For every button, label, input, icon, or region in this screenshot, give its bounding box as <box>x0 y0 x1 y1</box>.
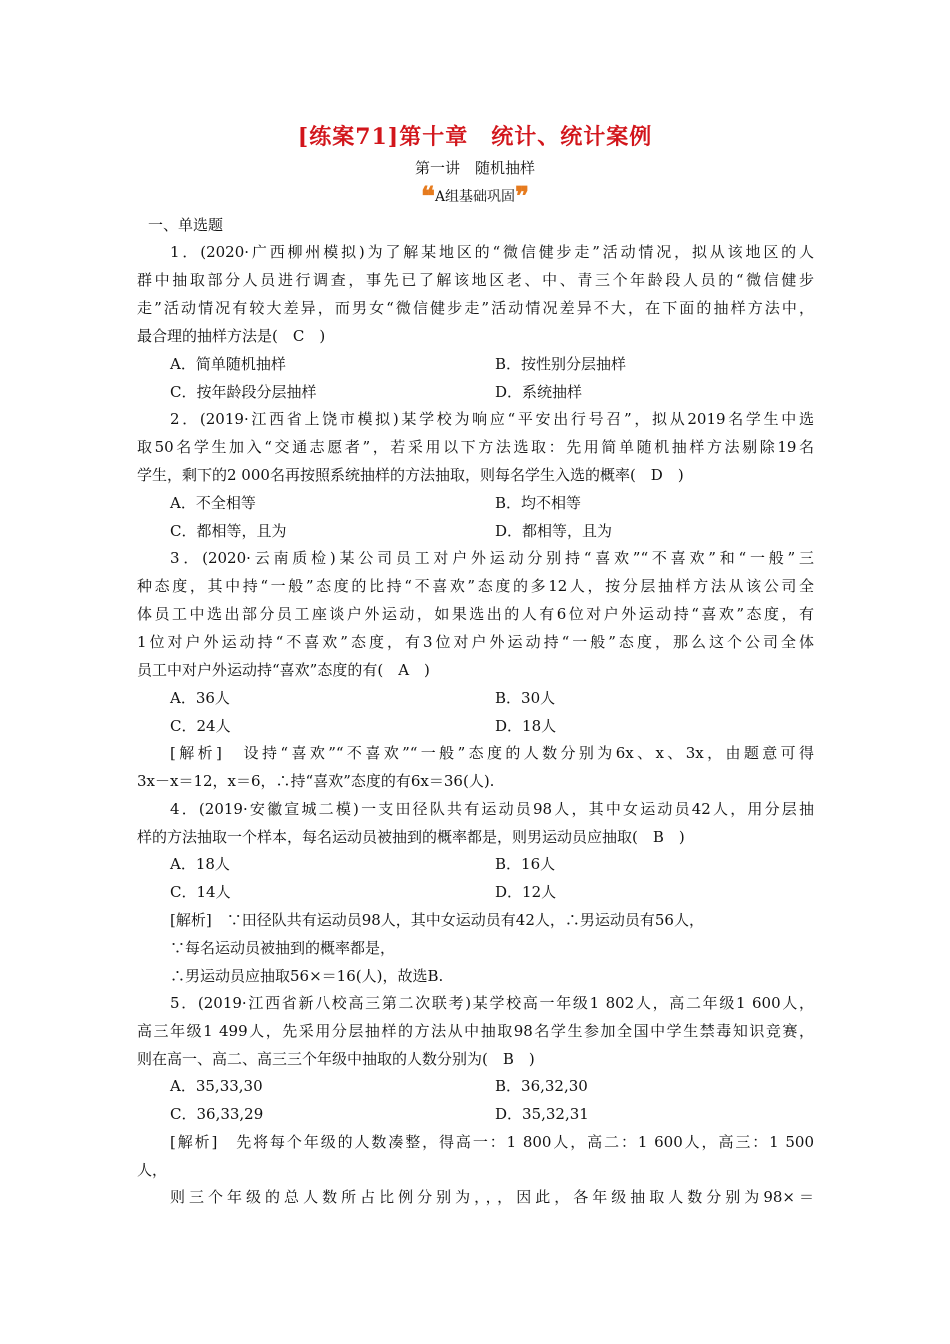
q3-line-2: 种态度，其中持“一般”态度的比持“不喜欢”态度的多12人，按分层抽样方法从该公司全 <box>137 577 814 595</box>
q2-line-2: 取50名学生加入“交通志愿者”，若采用以下方法选取：先用简单随机抽样方法剔除19名 <box>137 438 814 456</box>
q3-line-3: 体员工中选出部分员工座谈户外运动，如果选出的人有6位对户外运动持“喜欢”态度，有 <box>137 605 814 623</box>
banner-label: A组基础巩固 <box>434 189 516 205</box>
section-heading: 一、单选题 <box>148 216 224 234</box>
q5-option-d: D．35,32,31 <box>495 1105 589 1123</box>
q3-line-4: 1位对户外运动持“不喜欢”态度，有3位对户外运动持“一般”态度，那么这个公司全体 <box>137 633 814 651</box>
q5-analysis-3: 则三个年级的总人数所占比例分别为，，，因此，各年级抽取人数分别为98×＝ <box>170 1188 814 1206</box>
q4-analysis-2: ∵每名运动员被抽到的概率都是， <box>170 939 396 957</box>
q2-option-b: B．均不相等 <box>495 494 582 512</box>
q3-line-1: 3．(2020·云南质检)某公司员工对户外运动分别持“喜欢”“不喜欢”和“一般”三 <box>170 549 814 567</box>
q1-option-c: C．按年龄段分层抽样 <box>170 383 317 401</box>
q2-line-3: 学生，剩下的2 000名再按照系统抽样的方法抽取，则每名学生入选的概率( D ) <box>137 466 684 484</box>
page-subtitle: 第一讲 随机抽样 <box>414 159 535 177</box>
q5-line-3: 则在高一、高二、高三三个年级中抽取的人数分别为( B ) <box>137 1050 535 1068</box>
q5-analysis-1: [解析] 先将每个年级的人数凑整，得高一：1 800人，高二：1 600人，高三：1 500 <box>170 1133 814 1151</box>
q5-option-c: C．36,33,29 <box>170 1105 264 1123</box>
q3-option-c: C．24人 <box>170 717 231 735</box>
q3-option-d: D．18人 <box>495 717 557 735</box>
q4-option-c: C．14人 <box>170 883 231 901</box>
quote-left-icon: ❝ <box>420 182 435 212</box>
quote-right-icon: ❞ <box>515 182 530 212</box>
section-banner <box>0 182 950 212</box>
q5-option-b: B．36,32,30 <box>495 1077 588 1095</box>
q1-line-3: 走”活动情况有较大差异，而男女“微信健步走”活动情况差异不大，在下面的抽样方法中， <box>137 299 814 317</box>
q1-line-2: 群中抽取部分人员进行调查，事先已了解该地区老、中、青三个年龄段人员的“微信健步 <box>137 271 814 289</box>
q4-line-2: 样的方法抽取一个样本，每名运动员被抽到的概率都是，则男运动员应抽取( B ) <box>137 828 685 846</box>
q2-option-a: A．不全相等 <box>170 494 256 512</box>
q3-analysis-2: 3x－x＝12，x＝6，∴持“喜欢”态度的有6x＝36(人). <box>137 772 495 790</box>
q1-option-a: A．简单随机抽样 <box>170 355 286 373</box>
q1-option-b: B．按性别分层抽样 <box>495 355 627 373</box>
q4-option-b: B．16人 <box>495 855 556 873</box>
q4-option-a: A．18人 <box>170 855 230 873</box>
q3-option-a: A．36人 <box>170 689 230 707</box>
q1-line-4: 最合理的抽样方法是( C ) <box>137 327 326 345</box>
page-title: [练案71]第十章 统计、统计案例 <box>297 124 653 150</box>
q2-line-1: 2．(2019·江西省上饶市模拟)某学校为响应“平安出行号召”，拟从2019名学生中选 <box>170 410 814 428</box>
q5-analysis-2: 人， <box>137 1161 168 1179</box>
q1-line-1: 1．(2020·广西柳州模拟)为了解某地区的“微信健步走”活动情况，拟从该地区的人 <box>170 243 814 261</box>
q5-line-2: 高三年级1 499人，先采用分层抽样的方法从中抽取98名学生参加全国中学生禁毒知识竞赛， <box>137 1022 814 1040</box>
q5-option-a: A．35,33,30 <box>170 1077 263 1095</box>
q3-analysis-1: [解析] 设持“喜欢”“不喜欢”“一般”态度的人数分别为6x、x、3x，由题意可得 <box>170 744 814 762</box>
q4-analysis-3: ∴男运动员应抽取56×＝16(人)，故选B. <box>170 967 444 985</box>
q3-line-5: 员工中对户外运动持“喜欢”态度的有( A ) <box>137 661 430 679</box>
q2-option-c: C．都相等，且为 <box>170 522 287 540</box>
q4-option-d: D．12人 <box>495 883 557 901</box>
q1-option-d: D．系统抽样 <box>495 383 583 401</box>
q3-option-b: B．30人 <box>495 689 556 707</box>
q5-line-1: 5．(2019·江西省新八校高三第二次联考)某学校高一年级1 802人，高二年级1 600人， <box>170 994 814 1012</box>
q2-option-d: D．都相等，且为 <box>495 522 613 540</box>
q4-line-1: 4．(2019·安徽宣城二模)一支田径队共有运动员98人，其中女运动员42人，用分层抽 <box>170 800 814 818</box>
q4-analysis-1: [解析] ∵田径队共有运动员98人，其中女运动员有42人，∴男运动员有56人， <box>170 911 704 929</box>
